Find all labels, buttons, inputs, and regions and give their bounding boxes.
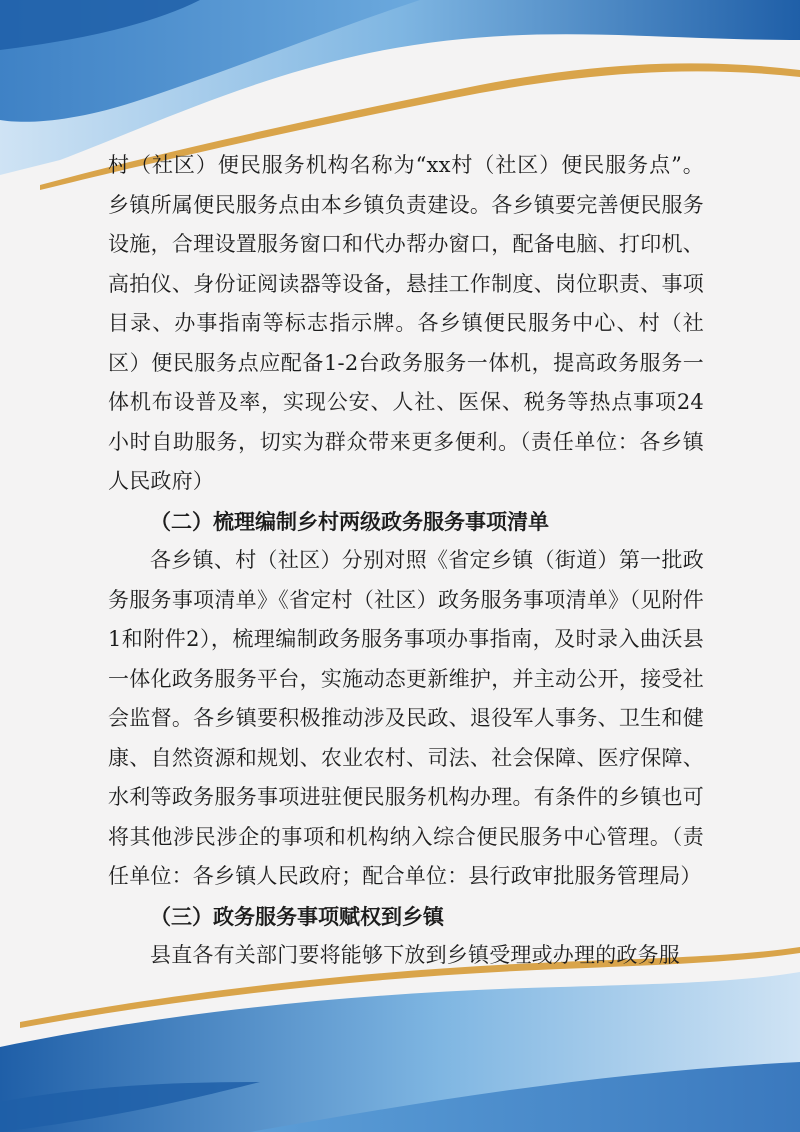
section-heading-3: （三）政务服务事项赋权到乡镇 [150, 903, 444, 929]
body-paragraph-continued: 村（社区）便民服务机构名称为“xx村（社区）便民服务点”。乡镇所属便民服务点由本乡镇负责建设。各乡镇要完善便民服务设施，合理设置服务窗口和代办帮办窗口，配备电脑、打印机、高拍仪、身份证阅读器等设备，悬挂工作制度、岗位职责、事项目录、办事指南等标志指示牌。各乡镇便民服务中心、村（社区）便民服务点应配备1-2台政务服务一体机，提高政务服务一体机布设普及率，实现公安、人社、医保、税务等热点事项24小时自助服务，切实为群众带来更多便利。（责任单位：各乡镇人民政府） [108, 153, 704, 493]
body-paragraph-2: 各乡镇、村（社区）分别对照《省定乡镇（街道）第一批政务服务事项清单》《省定村（社区）政务服务事项清单》（见附件1和附件2），梳理编制政务服务事项办事指南，及时录入曲沃县一体化政务服务平台，实施动态更新维护，并主动公开，接受社会监督。各乡镇要积极推动涉及民政、退役军人事务、卫生和健康、自然资源和规划、农业农村、司法、社会保障、医疗保障、水利等政务服务事项进驻便民服务机构办理。有条件的乡镇也可将其他涉民涉企的事项和机构纳入综合便民服务中心管理。（责任单位：各乡镇人民政府；配合单位：县行政审批服务管理局） [108, 548, 704, 888]
section-heading-2: （二）梳理编制乡村两级政务服务事项清单 [150, 508, 549, 534]
document-body [108, 146, 704, 976]
body-paragraph-3: 县直各有关部门要将能够下放到乡镇受理或办理的政务服 [150, 943, 680, 967]
